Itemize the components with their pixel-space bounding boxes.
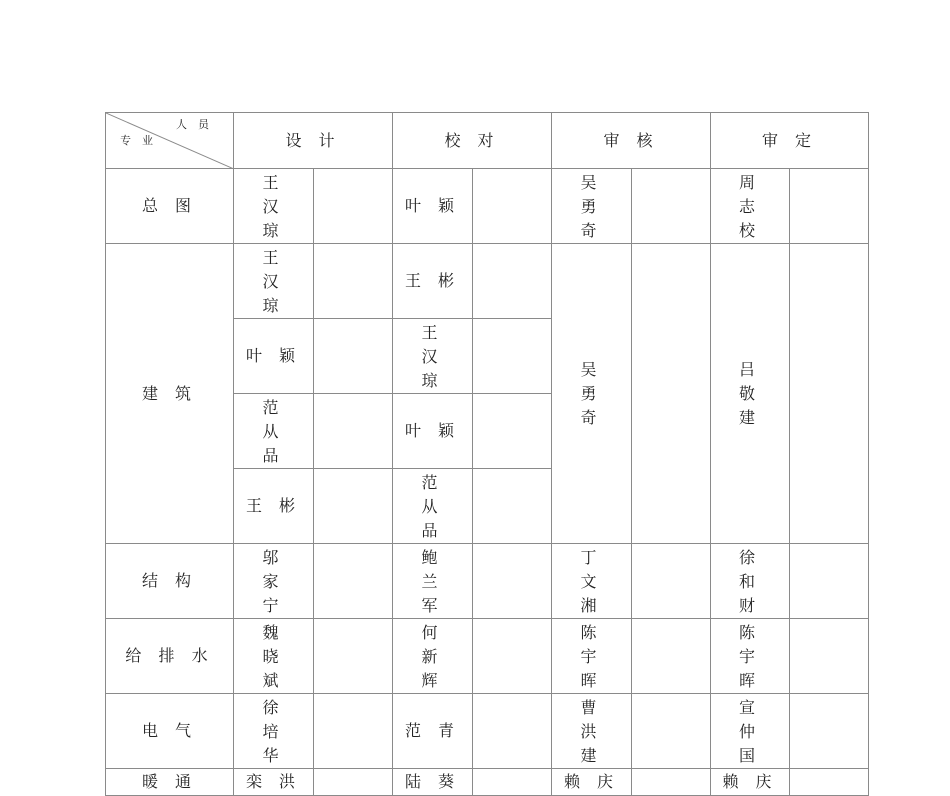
name-cell: 叶 颖 <box>393 169 473 244</box>
blank-cell <box>473 169 552 244</box>
blank-cell <box>473 394 552 469</box>
name-cell <box>393 544 473 619</box>
table-row <box>106 694 869 769</box>
blank-cell <box>790 544 869 619</box>
name-text: 范 从 品 <box>262 398 285 465</box>
name-text: 徐 培 华 <box>262 698 285 765</box>
name-text: 吴 勇 奇 <box>580 173 603 240</box>
diag-label-top: 人 员 <box>176 118 209 131</box>
diag-label-bottom: 专 业 <box>120 134 153 147</box>
name-cell <box>711 544 790 619</box>
blank-cell <box>314 244 393 319</box>
blank-cell <box>314 469 393 544</box>
name-text: 范 从 品 <box>421 473 444 540</box>
table-row <box>106 619 869 694</box>
spec-cell: 暖 通 <box>106 769 234 796</box>
name-cell <box>552 619 632 694</box>
blank-cell <box>314 169 393 244</box>
blank-cell <box>790 244 869 544</box>
blank-cell <box>473 619 552 694</box>
diagonal-header-cell <box>106 113 234 169</box>
staff-table <box>105 112 869 796</box>
name-text: 魏 晓 斌 <box>262 623 285 690</box>
table-row <box>106 769 869 796</box>
table-row <box>106 169 869 244</box>
col-header-design: 设 计 <box>234 113 393 169</box>
blank-cell <box>790 694 869 769</box>
name-cell <box>234 619 314 694</box>
name-text: 周 志 校 <box>738 173 761 240</box>
name-cell <box>234 394 314 469</box>
spec-cell: 总 图 <box>106 169 234 244</box>
spec-cell: 给 排 水 <box>106 619 234 694</box>
name-cell: 范 青 <box>393 694 473 769</box>
blank-cell <box>314 394 393 469</box>
blank-cell <box>632 244 711 544</box>
spec-cell: 结 构 <box>106 544 234 619</box>
blank-cell <box>473 319 552 394</box>
name-text: 丁 文 湘 <box>580 548 603 615</box>
blank-cell <box>632 769 711 796</box>
blank-cell <box>790 769 869 796</box>
col-header-review: 审 核 <box>552 113 711 169</box>
name-cell: 栾 洪 <box>234 769 314 796</box>
table-row <box>106 544 869 619</box>
name-cell <box>234 694 314 769</box>
blank-cell <box>632 694 711 769</box>
name-cell <box>234 544 314 619</box>
name-text: 宣 仲 国 <box>738 698 761 765</box>
name-cell <box>711 244 790 544</box>
blank-cell <box>314 694 393 769</box>
name-cell: 叶 颖 <box>393 394 473 469</box>
name-cell: 王 彬 <box>234 469 314 544</box>
blank-cell <box>314 319 393 394</box>
name-cell <box>234 244 314 319</box>
name-cell <box>393 319 473 394</box>
name-cell <box>552 694 632 769</box>
blank-cell <box>790 619 869 694</box>
name-text: 鲍 兰 军 <box>421 548 444 615</box>
name-text: 何 新 辉 <box>421 623 444 690</box>
blank-cell <box>473 694 552 769</box>
name-text: 吴 勇 奇 <box>580 359 603 427</box>
blank-cell <box>632 619 711 694</box>
blank-cell <box>473 544 552 619</box>
col-header-check: 校 对 <box>393 113 552 169</box>
name-text: 王 汉 琼 <box>421 323 444 390</box>
blank-cell <box>473 244 552 319</box>
name-cell <box>393 619 473 694</box>
col-header-approve: 审 定 <box>711 113 869 169</box>
name-cell <box>552 244 632 544</box>
name-text: 徐 和 财 <box>738 548 761 615</box>
table-row <box>106 244 869 319</box>
name-text: 王 汉 琼 <box>262 248 285 315</box>
blank-cell <box>314 769 393 796</box>
name-cell <box>552 169 632 244</box>
name-cell <box>711 169 790 244</box>
name-cell: 王 彬 <box>393 244 473 319</box>
header-row <box>106 113 869 169</box>
name-text: 吕 敬 建 <box>738 359 761 427</box>
spec-cell: 电 气 <box>106 694 234 769</box>
name-text: 王 汉 琼 <box>262 173 285 240</box>
name-cell: 叶 颖 <box>234 319 314 394</box>
blank-cell <box>632 169 711 244</box>
name-text: 陈 宇 晖 <box>738 623 761 690</box>
blank-cell <box>632 544 711 619</box>
name-cell <box>393 469 473 544</box>
name-cell <box>711 694 790 769</box>
name-cell: 赖 庆 <box>711 769 790 796</box>
blank-cell <box>473 469 552 544</box>
blank-cell <box>473 769 552 796</box>
blank-cell <box>314 544 393 619</box>
name-cell: 赖 庆 <box>552 769 632 796</box>
blank-cell <box>314 619 393 694</box>
name-text: 曹 洪 建 <box>580 698 603 765</box>
name-text: 陈 宇 晖 <box>580 623 603 690</box>
name-cell <box>711 619 790 694</box>
blank-cell <box>790 169 869 244</box>
name-cell <box>552 544 632 619</box>
name-cell: 陆 葵 <box>393 769 473 796</box>
name-cell <box>234 169 314 244</box>
name-text: 邬 家 宁 <box>262 548 285 615</box>
spec-cell: 建 筑 <box>106 244 234 544</box>
